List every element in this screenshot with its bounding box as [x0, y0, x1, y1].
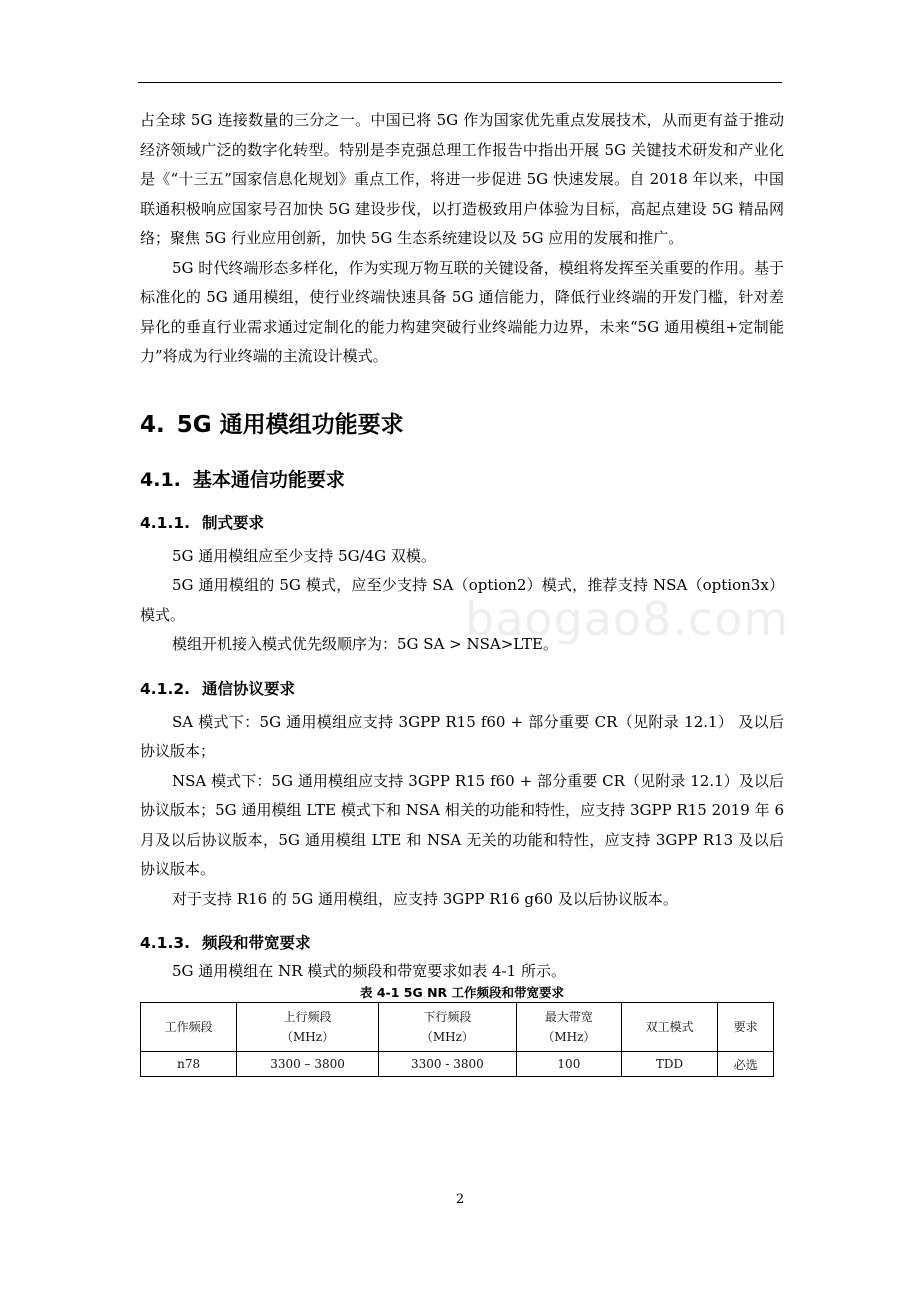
table-cell: 3300 - 3800 — [378, 1052, 516, 1077]
header-text: 要求 — [733, 1020, 758, 1034]
section-4-1-2-number: 4.1.2. — [140, 679, 191, 698]
intro-paragraph-1: 占全球 5G 连接数量的三分之一。中国已将 5G 作为国家优先重点发展技术，从而更有益于推动经济领域广泛的数字化转型。特别是李克强总理工作报告中指出开展 5G 关键技术研发和产业化是《“十三五”国家信息化规划》重点工作，将进一步促进 5G 快速发展。自 2018 年以来，中国联通积极响应国家号召加快 5G 建设步伐，以打造极致用户体验为目标，高起点建设 5G 精品网络；聚焦 5G 行业应用创新，加快 5G 生态系统建设以及 5G 应用的发展和推广。 — [140, 111, 784, 247]
header-text: 最大带宽 — [544, 1010, 593, 1024]
table-cell: 100 — [516, 1052, 621, 1077]
header-unit: （MHz） — [420, 1030, 474, 1044]
header-rule — [138, 82, 782, 83]
table-header-cell — [378, 1003, 516, 1052]
section-4-1-3-title: 频段和带宽要求 — [202, 934, 311, 952]
section-4-1-3-heading — [140, 930, 784, 956]
section-4-1-1-heading — [140, 510, 784, 536]
band-spec-table — [140, 1002, 774, 1077]
section-4-1-heading — [140, 466, 784, 494]
s411-paragraph-2: 5G 通用模组的 5G 模式，应至少支持 SA（option2）模式，推荐支持 NSA（option3x）模式。 — [140, 576, 784, 624]
header-text: 双工模式 — [645, 1020, 694, 1034]
table-cell: TDD — [621, 1052, 717, 1077]
page-content — [140, 106, 784, 1077]
table-header-row — [141, 1003, 774, 1052]
section-4-heading — [140, 410, 784, 440]
header-text: 上行频段 — [283, 1010, 332, 1024]
table-row — [141, 1052, 774, 1077]
table-header-cell — [141, 1003, 237, 1052]
s412-paragraph-3: 对于支持 R16 的 5G 通用模组，应支持 3GPP R16 g60 及以后协议版本。 — [172, 889, 678, 908]
s413-paragraph-1: 5G 通用模组在 NR 模式的频段和带宽要求如表 4-1 所示。 — [172, 962, 566, 980]
s412-paragraph-1: SA 模式下：5G 通用模组应支持 3GPP R15 f60 + 部分重要 CR（见附录 12.1） 及以后协议版本； — [140, 712, 784, 760]
table-header-cell — [621, 1003, 717, 1052]
section-4-1-title: 基本通信功能要求 — [192, 468, 345, 491]
s412-paragraph-2: NSA 模式下：5G 通用模组应支持 3GPP R15 f60 + 部分重要 CR（见附录 12.1）及以后协议版本；5G 通用模组 LTE 模式下和 NSA 相关的功能和特性，应支持 3GPP R15 2019 年 6 月及以后协议版本，5G 通用模组 LTE 和 NSA 无关的功能和特性，应支持 3GPP R13 及以后协议版本。 — [140, 771, 784, 878]
section-4-1-1-number: 4.1.1. — [140, 513, 191, 532]
header-unit: （MHz） — [281, 1030, 335, 1044]
section-4-1-3-number: 4.1.3. — [140, 934, 191, 952]
watermark: baogao8.com — [465, 592, 790, 646]
table-header-cell — [237, 1003, 378, 1052]
header-unit: （MHz） — [542, 1030, 596, 1044]
section-4-1-2-heading — [140, 676, 784, 702]
section-4-1-number: 4.1. — [140, 468, 181, 491]
section-4-number: 4. — [140, 411, 165, 438]
table-header-cell — [516, 1003, 621, 1052]
section-4-1-2-title: 通信协议要求 — [202, 679, 296, 698]
header-text: 下行频段 — [423, 1010, 472, 1024]
intro-paragraph-2: 5G 时代终端形态多样化，作为实现万物互联的关键设备，模组将发挥至关重要的作用。基于标准化的 5G 通用模组，使行业终端快速具备 5G 通信能力，降低行业终端的开发门槛，针对差异化的垂直行业需求通过定制化的能力构建突破行业终端能力边界，未来“5G 通用模组+定制能力”将成为行业终端的主流设计模式。 — [140, 258, 784, 365]
table-cell: 必选 — [718, 1052, 774, 1077]
section-4-title: 5G 通用模组功能要求 — [176, 411, 404, 438]
table-cell: 3300 – 3800 — [237, 1052, 378, 1077]
s411-paragraph-3: 模组开机接入模式优先级顺序为：5G SA > NSA>LTE。 — [172, 635, 559, 653]
table-cell: n78 — [141, 1052, 237, 1077]
page-number: 2 — [455, 1192, 465, 1207]
s411-paragraph-1: 5G 通用模组应至少支持 5G/4G 双模。 — [172, 546, 436, 565]
section-4-1-1-title: 制式要求 — [202, 513, 265, 532]
header-text: 工作频段 — [164, 1020, 213, 1034]
table-header-cell — [718, 1003, 774, 1052]
table-caption: 表 4-1 5G NR 工作频段和带宽要求 — [359, 985, 565, 1000]
